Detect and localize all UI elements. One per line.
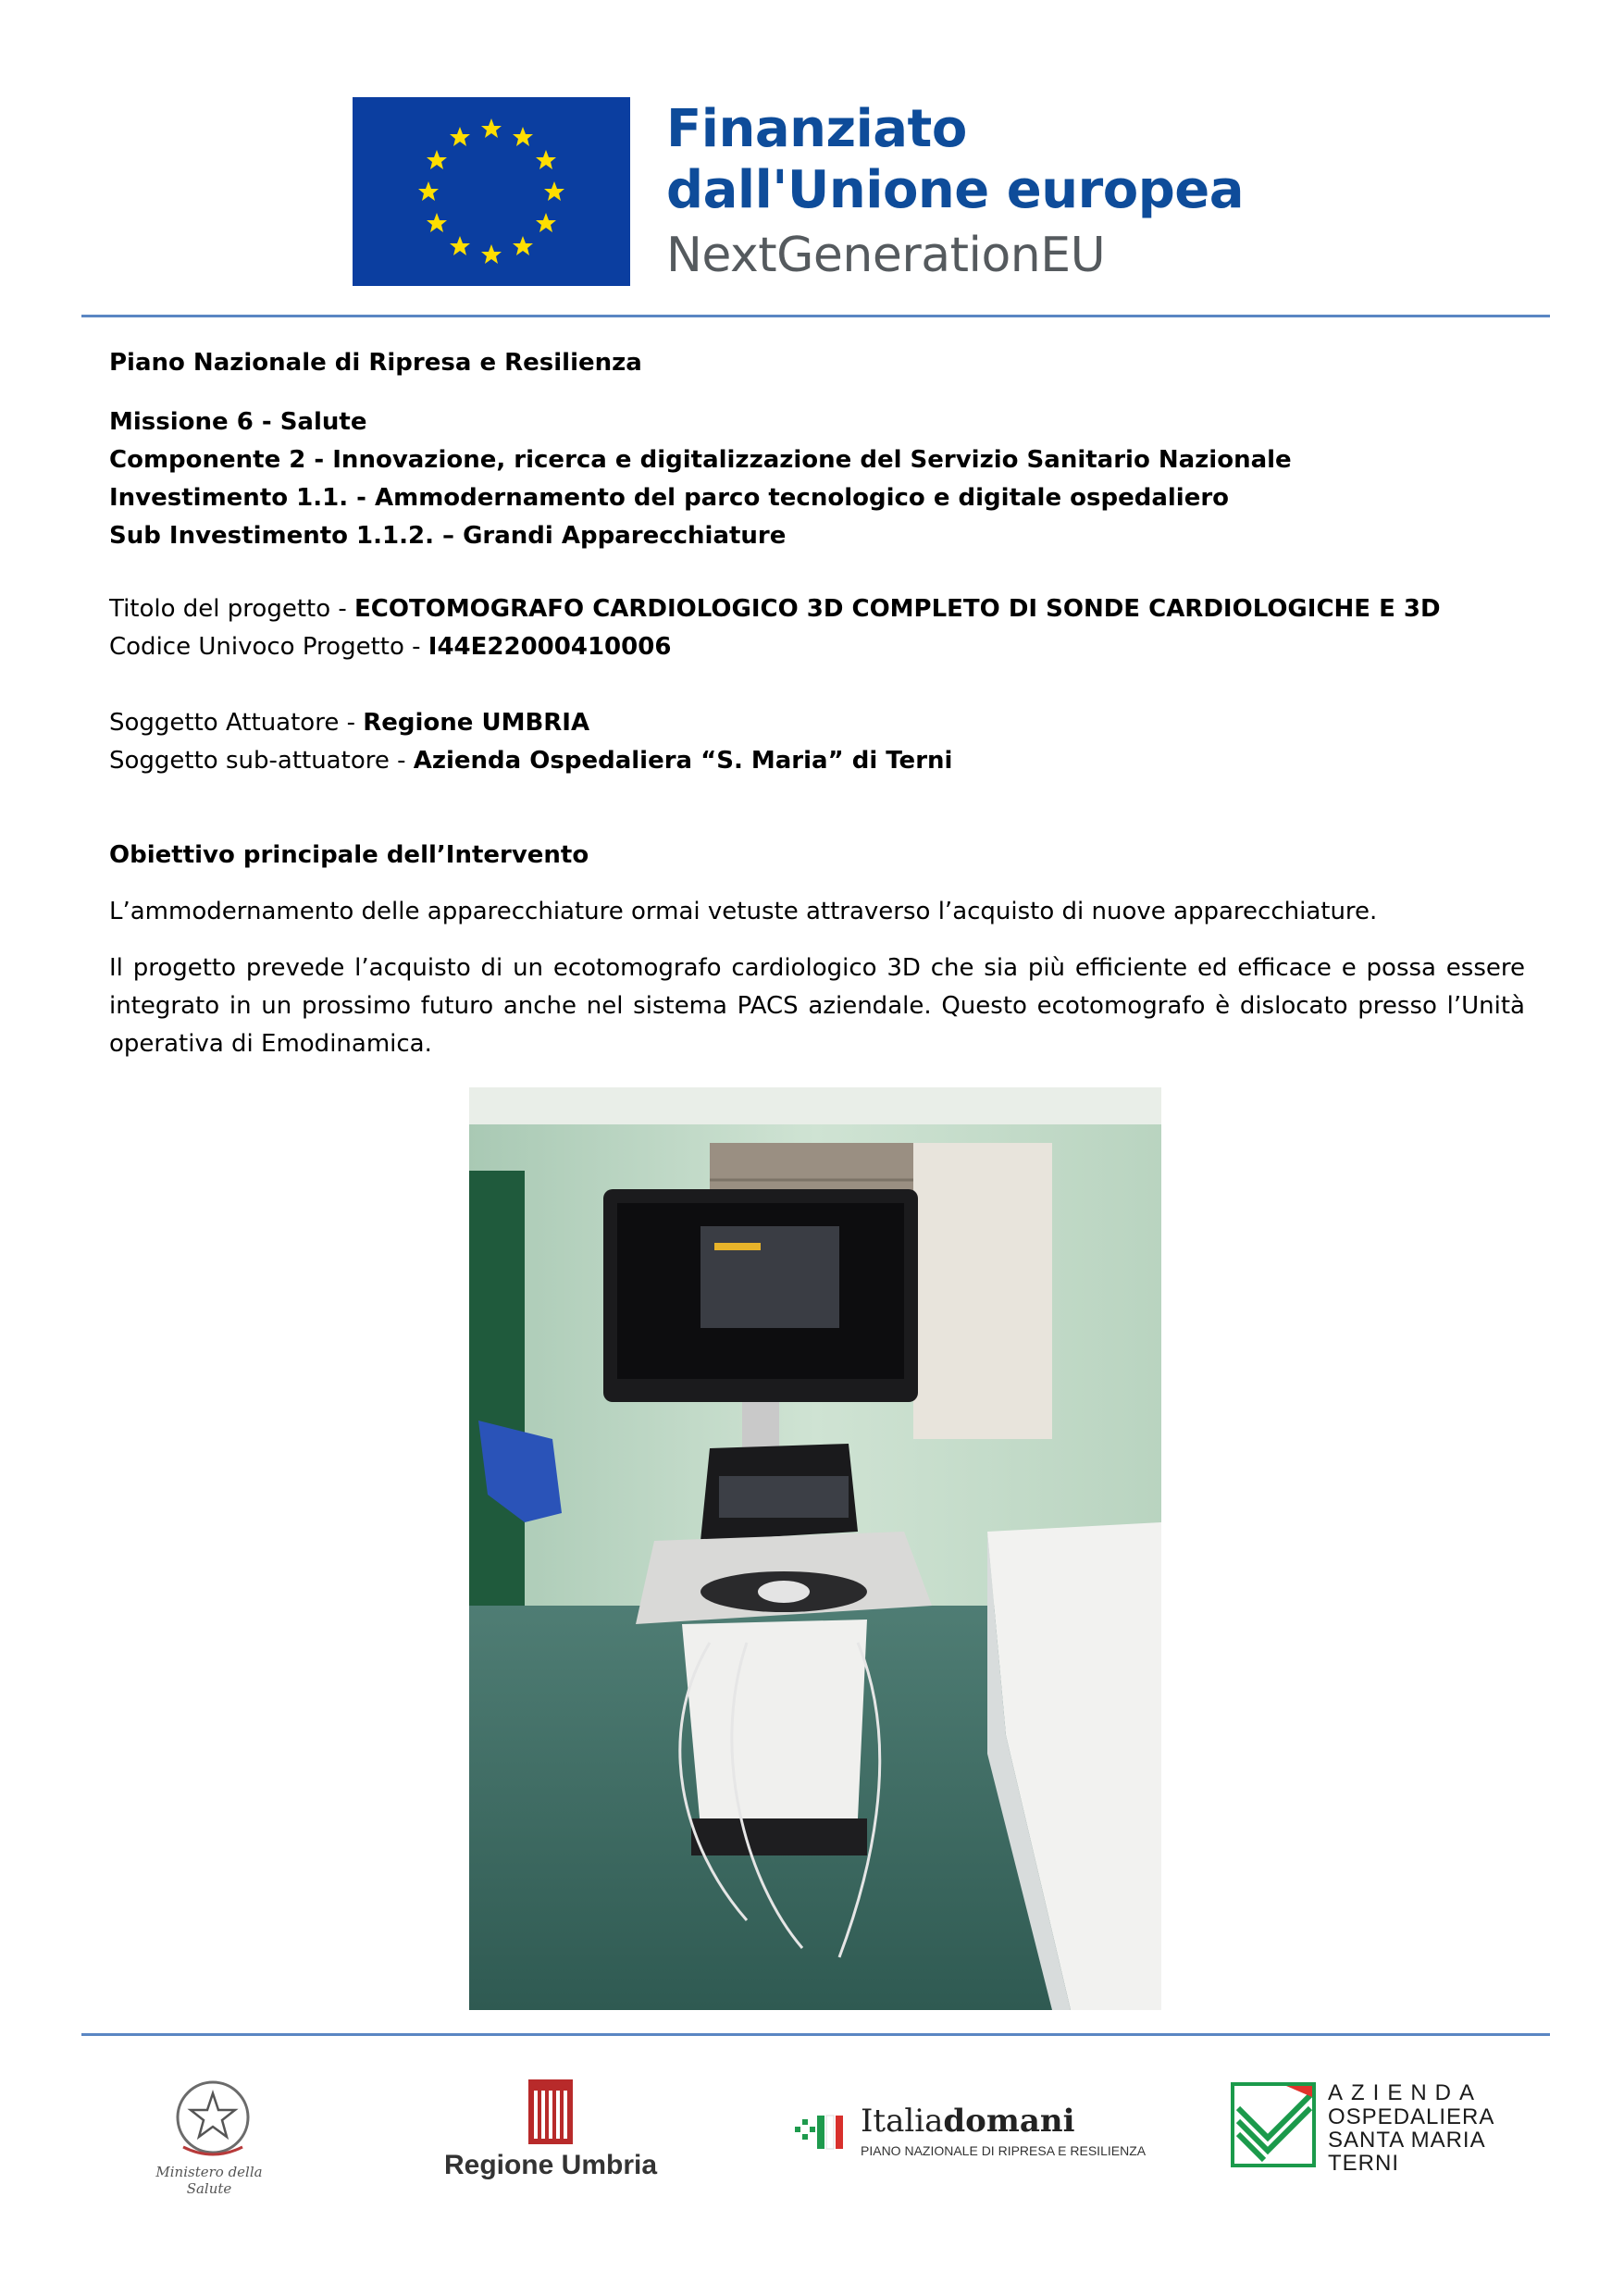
italian-flag-icon — [791, 2110, 854, 2156]
project-title-row — [109, 590, 1525, 628]
mission-line: Missione 6 - Salute — [109, 408, 367, 436]
objective-heading: Obiettivo principale dell’Intervento — [109, 841, 589, 869]
subactuator-label: Soggetto sub-attuatore - — [109, 747, 414, 775]
project-code-value: I44E22000410006 — [428, 633, 672, 661]
umbria-emblem-icon — [430, 2078, 671, 2146]
subactuator-row — [109, 742, 1525, 780]
subactuator-value: Azienda Ospedaliera “S. Maria” di Terni — [413, 747, 953, 775]
project-info-block — [109, 590, 1525, 666]
actuator-label: Soggetto Attuatore - — [109, 709, 364, 737]
header-divider — [81, 315, 1550, 317]
regione-umbria-logo — [430, 2078, 671, 2189]
azienda-emblem-icon — [1231, 2082, 1316, 2167]
regione-umbria-text: Regione Umbria — [443, 2150, 658, 2180]
eu-funding-text — [666, 99, 1244, 288]
project-title-value: ECOTOMOGRAFO CARDIOLOGICO 3D COMPLETO DI SONDE CARDIOLOGICHE E 3D — [354, 595, 1441, 623]
ministry-caption: Ministero della Salute — [155, 2164, 263, 2197]
objective-paragraph-2: Il progetto prevede l’acquisto di un ecotomografo cardiologico 3D che sia più efficiente ed efficace e possa essere integrato in un prossimo futuro anche nel sistema PACS aziendale. Questo ecotomografo è dislocato presso l’Unità operativa di Emodinamica. — [109, 954, 1525, 1058]
mission-block — [109, 403, 1525, 555]
eu-funding-line1: Finanziato — [666, 99, 967, 159]
plan-title: Piano Nazionale di Ripresa e Resilienza — [109, 349, 642, 377]
actuator-value: Regione UMBRIA — [363, 709, 590, 737]
plan-title-block — [109, 344, 1525, 382]
actuator-row — [109, 704, 1525, 742]
ultrasound-machine-photo — [469, 1087, 1161, 2010]
objective-para2-block — [109, 949, 1525, 1063]
azienda-ospedaliera-logo — [1231, 2080, 1545, 2182]
azienda-line4: TERNI — [1328, 2151, 1399, 2176]
eu-funding-logo — [353, 97, 1245, 287]
eu-flag-icon — [353, 97, 630, 286]
azienda-line1: AZIENDA — [1328, 2080, 1483, 2105]
project-code-label: Codice Univoco Progetto - — [109, 633, 428, 661]
eu-funding-line2: dall'Unione europea — [666, 160, 1245, 220]
eu-funding-line3: NextGenerationEU — [666, 228, 1106, 283]
sub-investment-line: Sub Investimento 1.1.2. – Grandi Apparecchiature — [109, 522, 787, 550]
actuator-block — [109, 704, 1525, 780]
azienda-text — [1328, 2080, 1494, 2175]
italia-prefix: Italia — [861, 2103, 944, 2140]
azienda-line2: OSPEDALIERA — [1328, 2104, 1495, 2129]
objective-block — [109, 837, 1525, 875]
azienda-line3: SANTA MARIA — [1328, 2128, 1486, 2153]
italiadomani-subtitle: PIANO NAZIONALE DI RIPRESA E RESILIENZA — [861, 2143, 1147, 2158]
investment-line: Investimento 1.1. - Ammodernamento del parco tecnologico e digitale ospedaliero — [109, 484, 1230, 512]
italian-emblem-icon — [139, 2073, 287, 2166]
footer-divider — [81, 2033, 1550, 2036]
italiadomani-wordmark — [861, 2103, 1074, 2140]
italia-bold: domani — [943, 2103, 1075, 2140]
objective-paragraph-1: L’ammodernamento delle apparecchiature ormai vetuste attraverso l’acquisto di nuove apparecchiature. — [109, 898, 1378, 925]
project-code-row — [109, 628, 1525, 666]
objective-para1-block — [109, 893, 1525, 931]
italiadomani-logo — [791, 2103, 1147, 2167]
component-line: Componente 2 - Innovazione, ricerca e digitalizzazione del Servizio Sanitario Nazionale — [109, 446, 1292, 474]
project-title-label: Titolo del progetto - — [109, 595, 355, 623]
